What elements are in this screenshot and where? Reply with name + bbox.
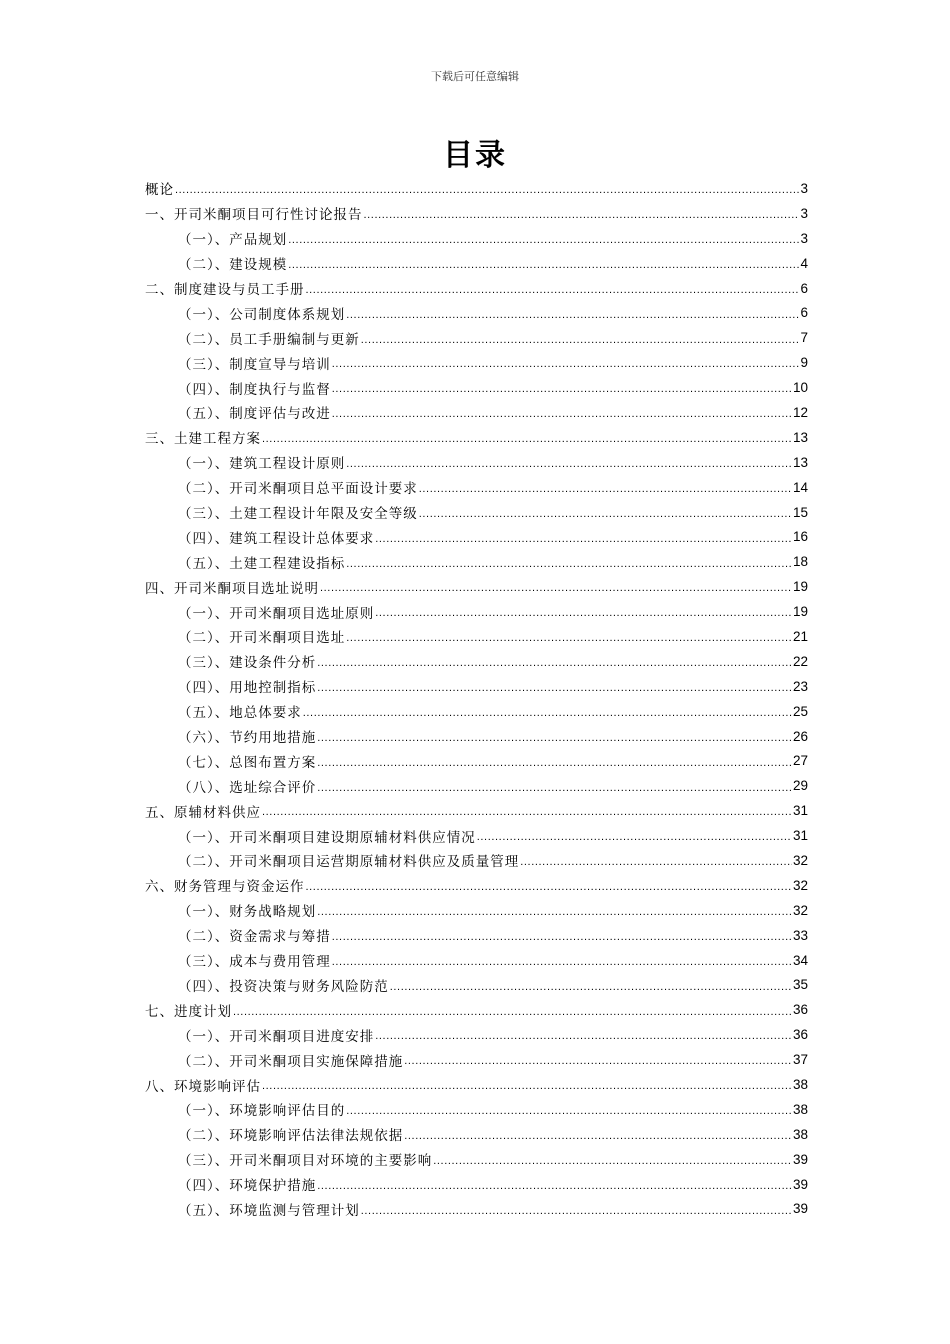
toc-entry-page-number: 39	[792, 1151, 808, 1167]
toc-entry-label: （五）、土建工程建设指标	[178, 555, 346, 572]
toc-entry[interactable]	[145, 649, 808, 674]
toc-entry-label: 三、土建工程方案	[145, 431, 261, 448]
toc-entry-page-number: 39	[792, 1176, 808, 1192]
toc-dot-leader	[361, 331, 800, 345]
toc-entry-page-number: 33	[792, 927, 808, 943]
toc-entry[interactable]	[145, 773, 808, 798]
toc-dot-leader	[320, 580, 792, 594]
toc-dot-leader	[303, 704, 792, 718]
toc-dot-leader	[317, 655, 792, 669]
toc-entry[interactable]	[145, 973, 808, 998]
toc-entry-page-number: 38	[792, 1077, 808, 1092]
toc-entry[interactable]	[145, 425, 808, 450]
toc-entry[interactable]	[145, 823, 808, 848]
toc-entry-label: （三）、制度宣导与培训	[178, 356, 331, 373]
toc-entry-page-number: 23	[792, 678, 808, 694]
toc-entry-page-number: 36	[792, 1002, 808, 1018]
toc-entry-label: （四）、环境保护措施	[178, 1178, 317, 1195]
toc-entry-page-number: 14	[792, 479, 808, 495]
toc-dot-leader	[317, 729, 792, 743]
toc-dot-leader	[375, 1028, 792, 1042]
toc-dot-leader	[317, 904, 792, 918]
page-title: 目录	[443, 138, 507, 173]
toc-dot-leader	[520, 854, 792, 868]
toc-dot-leader	[346, 306, 799, 320]
toc-entry[interactable]	[145, 699, 808, 724]
toc-entry-page-number: 13	[792, 454, 808, 470]
toc-entry-label: （四）、建筑工程设计总体要求	[178, 530, 375, 547]
toc-dot-leader	[306, 281, 800, 295]
toc-entry-page-number: 32	[792, 852, 808, 868]
toc-entry-page-number: 38	[792, 1126, 808, 1142]
toc-entry-label: （三）、开司米酮项目对环境的主要影响	[178, 1153, 433, 1170]
toc-dot-leader	[317, 680, 792, 694]
toc-entry-label: （四）、制度执行与监督	[178, 381, 331, 398]
toc-entry-label: （五）、制度评估与改进	[178, 406, 331, 423]
toc-dot-leader	[361, 1202, 792, 1216]
toc-entry[interactable]	[145, 251, 808, 276]
toc-entry[interactable]	[145, 1147, 808, 1172]
toc-entry-label: （一）、环境影响评估目的	[178, 1103, 346, 1120]
toc-entry-page-number: 32	[792, 877, 808, 893]
toc-entry-label: 七、进度计划	[145, 1003, 232, 1020]
toc-dot-leader	[404, 1053, 792, 1067]
toc-dot-leader	[262, 1078, 792, 1092]
toc-entry-page-number: 35	[792, 977, 808, 993]
toc-entry[interactable]	[145, 948, 808, 973]
toc-entry-label: （八）、选址综合评价	[178, 779, 317, 796]
toc-entry-label: （二）、资金需求与筹措	[178, 929, 331, 946]
toc-entry-page-number: 9	[800, 355, 808, 371]
toc-entry-label: 六、财务管理与资金运作	[145, 879, 305, 896]
toc-dot-leader	[346, 455, 792, 469]
toc-entry[interactable]	[145, 1172, 808, 1197]
table-of-contents	[145, 176, 808, 1221]
toc-dot-leader	[317, 754, 792, 768]
toc-dot-leader	[332, 356, 800, 370]
toc-dot-leader	[306, 879, 792, 893]
toc-entry-page-number: 10	[792, 380, 808, 396]
toc-entry[interactable]	[145, 848, 808, 873]
toc-entry[interactable]	[145, 798, 808, 823]
toc-dot-leader	[332, 928, 792, 942]
toc-entry[interactable]	[145, 1047, 808, 1072]
toc-dot-leader	[262, 804, 792, 818]
toc-dot-leader	[433, 1152, 792, 1166]
toc-dot-leader	[346, 630, 792, 644]
toc-entry-page-number: 26	[792, 728, 808, 744]
toc-entry-label: 二、制度建设与员工手册	[145, 282, 305, 298]
toc-entry-label: （一）、开司米酮项目进度安排	[178, 1028, 375, 1045]
toc-entry[interactable]	[145, 674, 808, 699]
toc-dot-leader	[364, 207, 800, 221]
toc-entry-label: （一）、公司制度体系规划	[178, 306, 346, 323]
toc-entry[interactable]	[145, 375, 808, 400]
toc-entry-page-number: 38	[792, 1101, 808, 1117]
toc-dot-leader	[404, 1128, 792, 1142]
toc-dot-leader	[317, 1177, 792, 1191]
toc-entry[interactable]	[145, 574, 808, 599]
toc-entry[interactable]	[145, 1022, 808, 1047]
toc-entry-page-number: 18	[792, 554, 808, 570]
toc-entry[interactable]	[145, 1097, 808, 1122]
toc-dot-leader	[332, 406, 792, 420]
toc-entry-label: （二）、员工手册编制与更新	[178, 331, 360, 348]
toc-entry-page-number: 36	[792, 1027, 808, 1043]
toc-entry-page-number: 19	[792, 604, 808, 620]
toc-dot-leader	[288, 231, 799, 245]
toc-entry-label: 八、环境影响评估	[145, 1078, 261, 1095]
toc-entry-label: （二）、建设规模	[178, 257, 288, 274]
toc-entry-label: 一、开司米酮项目可行性讨论报告	[145, 207, 363, 224]
toc-entry-label: （四）、投资决策与财务风险防范	[178, 978, 389, 995]
toc-entry-label: （五）、地总体要求	[178, 705, 302, 722]
toc-entry[interactable]	[145, 724, 808, 749]
toc-entry[interactable]	[145, 226, 808, 251]
toc-entry-page-number: 21	[792, 628, 808, 644]
toc-dot-leader	[332, 953, 792, 967]
toc-entry-label: （一）、开司米酮项目选址原则	[178, 605, 375, 622]
toc-entry-label: （一）、财务战略规划	[178, 904, 317, 921]
toc-entry[interactable]	[145, 997, 808, 1022]
toc-entry[interactable]	[145, 500, 808, 525]
toc-entry-page-number: 16	[792, 529, 808, 545]
toc-dot-leader	[375, 530, 792, 544]
toc-entry-page-number: 25	[792, 703, 808, 719]
toc-entry-page-number: 13	[792, 429, 808, 445]
toc-entry[interactable]	[145, 748, 808, 773]
toc-entry[interactable]	[145, 176, 808, 201]
toc-dot-leader	[233, 1003, 792, 1017]
page-header: 下载后可任意编辑	[431, 70, 519, 83]
toc-entry-page-number: 3	[800, 180, 808, 196]
toc-dot-leader	[346, 1103, 792, 1117]
toc-entry[interactable]	[145, 450, 808, 475]
toc-entry-page-number: 12	[792, 404, 808, 420]
toc-entry-label: （二）、开司米酮项目实施保障措施	[178, 1053, 404, 1070]
toc-entry-page-number: 37	[792, 1052, 808, 1068]
toc-dot-leader	[175, 182, 799, 196]
toc-entry-label: （一）、建筑工程设计原则	[178, 456, 346, 473]
toc-entry-page-number: 3	[800, 205, 808, 221]
toc-entry-label: （二）、环境影响评估法律法规依据	[178, 1128, 404, 1145]
toc-entry[interactable]	[145, 325, 808, 350]
toc-entry-label: （六）、节约用地措施	[178, 730, 317, 747]
toc-dot-leader	[262, 431, 792, 445]
toc-entry[interactable]	[145, 1197, 808, 1222]
toc-entry[interactable]	[145, 201, 808, 226]
toc-dot-leader	[390, 978, 792, 992]
toc-entry-page-number: 6	[800, 305, 808, 321]
toc-dot-leader	[288, 256, 799, 270]
toc-entry-label: （二）、开司米酮项目运营期原辅材料供应及质量管理	[178, 854, 520, 871]
toc-entry[interactable]	[145, 549, 808, 574]
toc-entry-page-number: 15	[792, 504, 808, 520]
toc-entry[interactable]	[145, 923, 808, 948]
toc-entry[interactable]	[145, 873, 808, 898]
toc-entry-page-number: 22	[792, 653, 808, 669]
toc-entry-page-number: 3	[800, 230, 808, 246]
toc-entry-label: （二）、开司米酮项目选址	[178, 630, 346, 647]
toc-dot-leader	[317, 779, 792, 793]
toc-entry-page-number: 31	[792, 828, 808, 844]
toc-entry-label: （七）、总图布置方案	[178, 754, 317, 771]
toc-entry-label: （三）、土建工程设计年限及安全等级	[178, 506, 418, 523]
toc-entry-page-number: 31	[792, 803, 808, 819]
toc-entry-label: （五）、环境监测与管理计划	[178, 1202, 360, 1219]
toc-entry-label: （二）、开司米酮项目总平面设计要求	[178, 481, 418, 498]
toc-entry[interactable]	[145, 1122, 808, 1147]
toc-dot-leader	[419, 480, 792, 494]
toc-entry[interactable]	[145, 599, 808, 624]
toc-entry[interactable]	[145, 1072, 808, 1097]
toc-entry-page-number: 34	[792, 952, 808, 968]
toc-entry[interactable]	[145, 624, 808, 649]
toc-entry[interactable]	[145, 300, 808, 325]
toc-entry[interactable]	[145, 350, 808, 375]
toc-entry-label: 五、原辅材料供应	[145, 804, 261, 821]
toc-entry-page-number: 39	[792, 1201, 808, 1217]
toc-entry-page-number: 6	[800, 280, 808, 296]
toc-entry-label: 四、开司米酮项目选址说明	[145, 580, 319, 597]
toc-entry-label: （一）、产品规划	[178, 232, 288, 249]
toc-dot-leader	[332, 381, 792, 395]
toc-entry[interactable]	[145, 898, 808, 923]
toc-entry-label: （四）、用地控制指标	[178, 680, 317, 697]
toc-entry[interactable]	[145, 475, 808, 500]
toc-entry[interactable]	[145, 276, 808, 301]
toc-entry-label: （一）、开司米酮项目建设期原辅材料供应情况	[178, 829, 476, 846]
toc-entry-label: （三）、建设条件分析	[178, 655, 317, 672]
toc-entry[interactable]	[145, 524, 808, 549]
toc-entry[interactable]	[145, 400, 808, 425]
toc-entry-label: （三）、成本与费用管理	[178, 954, 331, 971]
toc-entry-page-number: 4	[800, 255, 808, 271]
toc-entry-page-number: 29	[792, 778, 808, 794]
toc-dot-leader	[375, 605, 792, 619]
toc-entry-page-number: 32	[792, 902, 808, 918]
toc-dot-leader	[477, 829, 792, 843]
toc-entry-page-number: 27	[792, 753, 808, 769]
toc-dot-leader	[419, 505, 792, 519]
toc-entry-page-number: 19	[792, 579, 808, 595]
toc-entry-page-number: 7	[800, 330, 808, 346]
toc-dot-leader	[346, 555, 792, 569]
toc-entry-label: 概论	[145, 182, 174, 199]
